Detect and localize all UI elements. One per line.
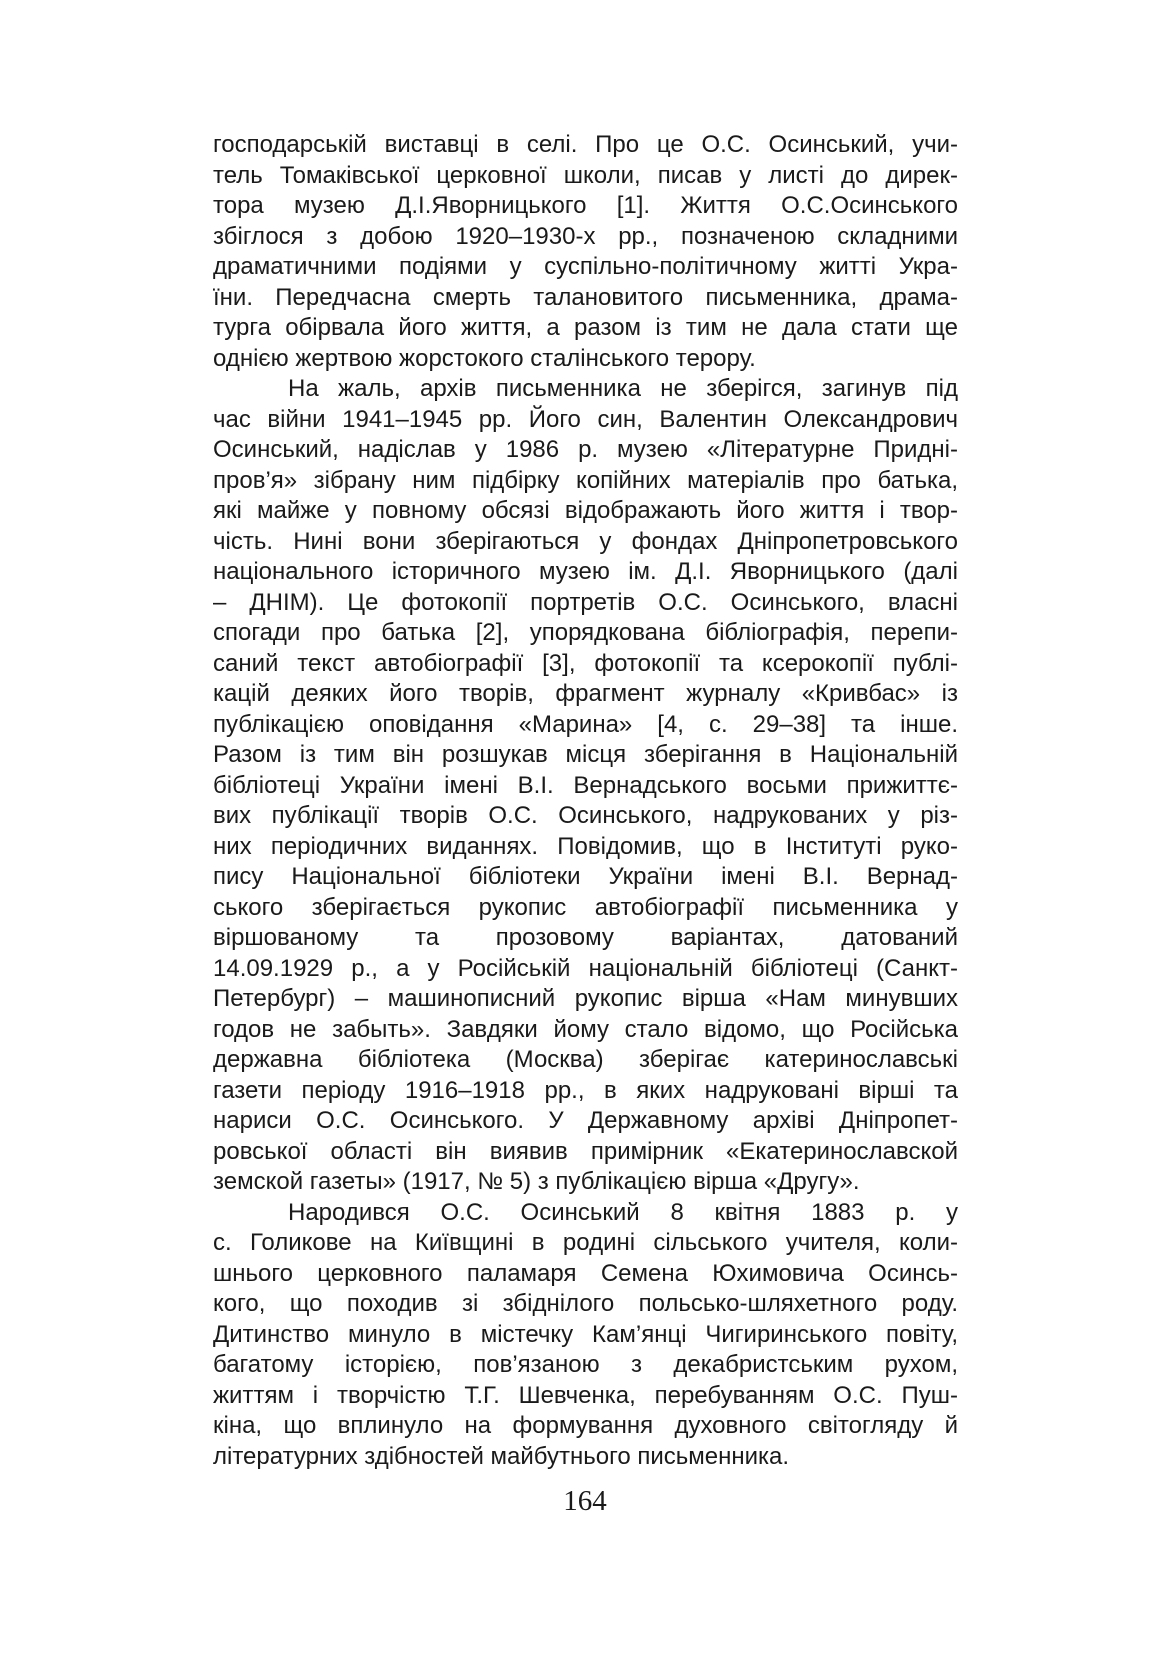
paragraph — [213, 130, 958, 374]
text-line: вих публікації творів О.С. Осинського, надрукованих у різ- — [213, 802, 958, 829]
text-line: ровської області він виявив примірник «Екатеринославской — [213, 1137, 958, 1165]
text-line: годов не забыть». Завдяки йому стало відомо, що Російська — [213, 1015, 958, 1043]
text-line: віршованому та прозовому варіантах, датований — [213, 924, 958, 951]
text-line: Народився О.С. Осинський 8 квітня 1883 р. у — [288, 1198, 958, 1226]
text-line: бібліотеці України імені В.І. Вернадського восьми прижиттє- — [213, 771, 958, 799]
text-line: пров’я» зібрану ним підбірку копійних матеріалів про батька, — [213, 466, 958, 494]
text-line: турга обірвала його життя, а разом із тим не дала стати ще — [213, 314, 958, 341]
text-line: кіна, що вплинуло на формування духовного світогляду й — [213, 1412, 958, 1439]
text-line: однією жертвою жорстокого сталінського терору. — [213, 344, 756, 372]
text-line: драматичними подіями у суспільно-політичному житті Укра- — [213, 253, 958, 280]
text-line: тора музею Д.І.Яворницького [1]. Життя О.С.Осинського — [213, 192, 958, 219]
text-line: час війни 1941–1945 рр. Його син, Валентин Олександрович — [213, 405, 958, 433]
text-line: кацій деяких його творів, фрагмент журналу «Кривбас» із — [213, 680, 958, 707]
text-line: саний текст автобіографії [3], фотокопії та ксерокопії публі- — [213, 649, 958, 677]
text-line: національного історичного музею ім. Д.І. Яворницького (далі — [213, 558, 958, 585]
text-line: багатому історією, пов’язаною з декабристським рухом, — [213, 1351, 958, 1378]
paragraph — [213, 374, 958, 1198]
text-line: тель Томаківської церковної школи, писав у листі до дирек- — [213, 161, 958, 189]
text-line: нариси О.С. Осинського. У Державному архіві Дніпропет- — [213, 1107, 958, 1134]
text-line: с. Голикове на Київщині в родині сільського учителя, коли- — [213, 1229, 958, 1256]
text-line: публікацією оповідання «Марина» [4, с. 29–38] та інше. — [213, 710, 958, 738]
text-line: Осинський, надіслав у 1986 р. музею «Літературне Придні- — [213, 436, 958, 463]
text-line: газети періоду 1916–1918 рр., в яких надруковані вірші та — [213, 1076, 958, 1104]
text-line: збіглося з добою 1920–1930-х рр., позначеною складними — [213, 222, 958, 250]
text-line: пису Національної бібліотеки України імені В.І. Вернад- — [213, 863, 958, 890]
text-line: спогади про батька [2], упорядкована бібліографія, перепи- — [213, 619, 958, 646]
text-line: них періодичних виданнях. Повідомив, що в Інституті руко- — [213, 832, 958, 860]
text-line: – ДНІМ). Це фотокопії портретів О.С. Осинського, власні — [213, 588, 958, 616]
page-number: 164 — [563, 1485, 607, 1517]
text-line: ського зберігається рукопис автобіографії письменника у — [213, 893, 958, 921]
text-line: Разом із тим він розшукав місця зберігання в Національній — [213, 741, 958, 768]
body-text — [213, 130, 958, 1472]
text-line: чість. Нині вони зберігаються у фондах Дніпропетровського — [213, 527, 958, 555]
text-line: земской газеты» (1917, № 5) з публікацією вірша «Другу». — [213, 1168, 860, 1195]
paragraph — [213, 1198, 958, 1473]
text-line: На жаль, архів письменника не зберігся, загинув під — [288, 375, 958, 402]
text-line: які майже у повному обсязі відображають його життя і твор- — [213, 497, 958, 524]
text-line: господарській виставці в селі. Про це О.С. Осинський, учи- — [213, 131, 958, 158]
text-line: літературних здібностей майбутнього письменника. — [213, 1442, 790, 1470]
text-line: 14.09.1929 р., а у Російській національній бібліотеці (Санкт- — [213, 954, 958, 982]
text-line: життям і творчістю Т.Г. Шевченка, перебуванням О.С. Пуш- — [213, 1381, 958, 1409]
text-line: їни. Передчасна смерть талановитого письменника, драма- — [213, 283, 958, 311]
text-line: кого, що походив зі збіднілого польсько-шляхетного роду. — [213, 1290, 958, 1317]
text-line: шнього церковного паламаря Семена Юхимовича Осинсь- — [213, 1259, 958, 1287]
text-line: державна бібліотека (Москва) зберігає катеринославські — [213, 1046, 958, 1073]
text-line: Дитинство минуло в містечку Кам’янці Чигиринського повіту, — [213, 1320, 958, 1348]
text-line: Петербург) – машинописний рукопис вірша «Нам минувших — [213, 985, 958, 1012]
